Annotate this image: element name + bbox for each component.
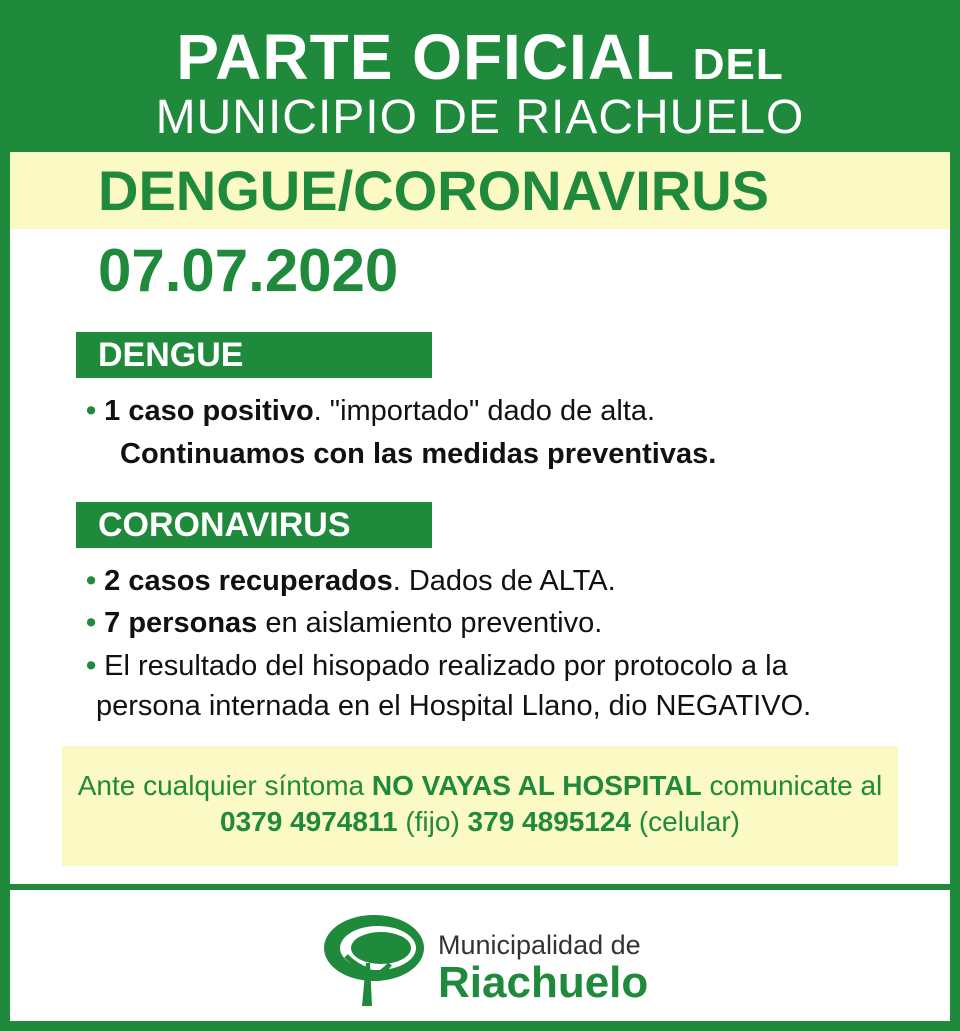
callout-line1 (62, 768, 898, 804)
subtitle-band (10, 152, 950, 229)
coronavirus-item-1 (86, 565, 616, 598)
coronavirus-item-2-bold: 7 personas (104, 607, 258, 639)
callout-line2 (62, 804, 898, 840)
dengue-item-1-rest: . "importado" dado de alta. (313, 395, 656, 427)
header-title-suffix: DEL (692, 40, 784, 89)
footer-divider (10, 884, 950, 890)
tree-logo-icon (316, 908, 426, 1008)
callout-box (62, 746, 898, 866)
report-date: 07.07.2020 (98, 237, 399, 304)
dengue-item-1 (86, 395, 655, 428)
header-banner (10, 10, 950, 152)
header-title-line2: MUNICIPIO DE RIACHUELO (155, 91, 805, 144)
coronavirus-item-3 (86, 650, 788, 683)
dengue-item-1-line2 (120, 438, 716, 471)
subtitle: DENGUE/CORONAVIRUS (98, 159, 770, 222)
coronavirus-item-1-bold: 2 casos recuperados (104, 565, 393, 597)
phone-landline-label: (fijo) (397, 806, 468, 837)
phone-mobile-label: (celular) (631, 806, 740, 837)
phone-mobile: 379 4895124 (467, 806, 632, 837)
callout-warning: NO VAYAS AL HOSPITAL (371, 770, 702, 801)
coronavirus-item-3-line1: El resultado del hisopado realizado por protocolo a la (104, 650, 788, 682)
dengue-item-1-bold: 1 caso positivo (104, 395, 314, 427)
dengue-item-1-line2-text: Continuamos con las medidas preventivas. (120, 438, 717, 470)
coronavirus-item-2-rest: en aislamiento preventivo. (257, 607, 603, 639)
bullet-icon: • (86, 650, 97, 682)
section-heading-coronavirus: CORONAVIRUS (76, 502, 432, 548)
coronavirus-item-1-rest: . Dados de ALTA. (392, 565, 616, 597)
section-heading-dengue: DENGUE (76, 332, 432, 378)
logo-text-line2: Riachuelo (438, 958, 649, 1007)
coronavirus-item-2 (86, 607, 602, 640)
bullet-icon: • (86, 607, 97, 639)
coronavirus-item-3-line2: persona internada en el Hospital Llano, dio NEGATIVO. (96, 690, 812, 722)
bullet-icon: • (86, 395, 97, 427)
header-title-main: PARTE OFICIAL (176, 21, 674, 93)
phone-landline: 0379 4974811 (220, 806, 398, 837)
bullet-icon: • (86, 565, 97, 597)
header-title-line1 (10, 20, 950, 94)
logo-text-line1: Municipalidad de (438, 930, 641, 960)
callout-line1-pre: Ante cualquier síntoma (77, 770, 372, 801)
callout-line1-post: comunicate al (701, 770, 883, 801)
